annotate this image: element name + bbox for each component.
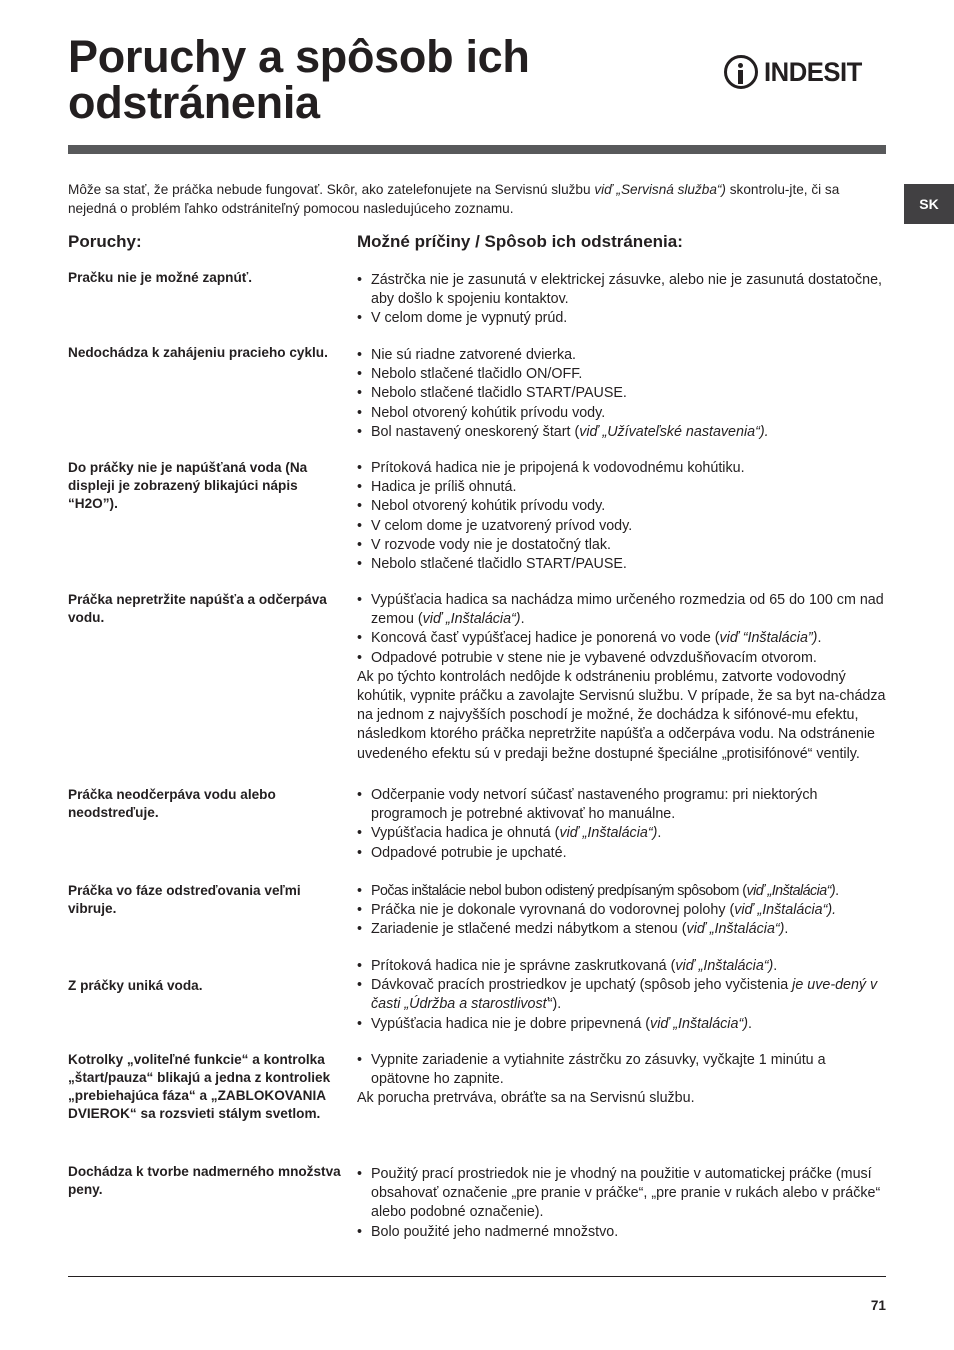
cause-reference: viď „Inštalácia“). [734,902,837,919]
problems-column-heading: Poruchy: [68,232,142,251]
cause-text: Hadica je príliš ohnutá. [371,479,517,496]
intro-paragraph [68,180,886,218]
cause-text: Nebolo stlačené tlačidlo START/PAUSE. [371,385,627,402]
cause-list [357,1051,887,1089]
solution-block [357,459,887,574]
cause-item [357,309,887,328]
cause-item [357,478,887,497]
brand-logo [724,52,867,92]
cause-item [357,920,887,939]
cause-text: Koncová časť vypúšťacej hadice je ponorená vo vode ( [371,630,720,647]
cause-text: Prítoková hadica nie je pripojená k vodovodnému kohútiku. [371,460,745,476]
problem-text: Pračku nie je možné zapnúť. [68,270,253,285]
cause-item [357,555,887,574]
cause-item [357,1051,887,1089]
cause-text: Odčerpanie vody netvorí súčasť nastaveného programu: pri niektorých programoch je potrebné aktivovať ho manuálne. [371,787,818,823]
cause-item [357,882,887,901]
cause-text: V celom dome je vypnutý prúd. [371,310,568,327]
cause-text: Nebol otvorený kohútik prívodu vody. [371,404,606,421]
solution-block [357,1051,887,1109]
cause-list [357,346,887,442]
cause-reference: viď „Užívateľské nastavenia“). [579,423,769,440]
cause-item [357,459,887,478]
cause-text: Nie sú riadne zatvorené dvierka. [371,347,577,363]
cause-item [357,629,887,648]
solution-block [357,591,887,764]
cause-item [357,346,887,365]
cause-text: Odpadové potrubie je upchaté. [371,844,567,861]
cause-item [357,271,887,309]
cause-text: Dávkovač pracích prostriedkov je upchatý (spôsob jeho vyčistenia [371,977,793,994]
cause-item [357,536,887,555]
cause-item [357,517,887,536]
cause-list [357,786,887,863]
solution-block [357,271,887,329]
cause-item [357,649,887,668]
cause-text: Použitý prací prostriedok nie je vhodný na použitie v automatickej práčke (musí obsahovať označenie „pre pranie v práčke“, „pre pranie v rukách alebo v práčke“ alebo podobné označenie). [371,1166,881,1221]
cause-item [357,976,887,1014]
cause-item [357,786,887,824]
cause-text-end: . [520,611,525,628]
cause-list [357,957,887,1034]
cause-reference: viď „Inštalácia“) [675,958,774,974]
cause-text: Nebolo stlačené tlačidlo ON/OFF. [371,366,583,383]
cause-text-end: . [657,825,662,842]
footer-divider [68,1276,886,1277]
cause-text: Vypúšťacia hadica je ohnutá ( [371,825,560,842]
page-title: Poruchy a spôsob ich odstránenia [68,31,530,128]
cause-text: V celom dome je uzatvorený prívod vody. [371,517,633,534]
cause-list [357,1165,887,1242]
cause-text: Bolo použité jeho nadmerné množstvo. [371,1223,619,1240]
cause-text-end: . [747,1015,752,1032]
cause-item [357,957,887,976]
cause-text: Bol nastavený oneskorený štart ( [371,423,580,440]
page-number: 71 [870,1298,886,1313]
language-tab: SK [904,184,954,224]
cause-list [357,591,887,668]
cause-text: Práčka nie je dokonale vyrovnaná do vodorovnej polohy ( [371,902,735,919]
cause-text: Prítoková hadica nie je správne zaskrutkovaná ( [371,958,676,974]
cause-text: Odpadové potrubie v stene nie je vybavené odvzdušňovacím otvorom. [371,649,817,666]
cause-item [357,1015,887,1034]
header-divider [68,145,886,154]
cause-item [357,365,887,384]
cause-text-end: . [784,921,789,938]
solution-block [357,957,887,1034]
cause-item [357,497,887,516]
problem-text: Do práčky nie je napúšťaná voda (Na displeji je zobrazený blikajúci nápis “H2O”). [68,460,308,511]
cause-text: V rozvode vody nie je dostatočný tlak. [371,536,612,553]
cause-reference: viď “Inštalácia”) [719,630,818,647]
cause-item [357,384,887,403]
cause-item [357,824,887,843]
cause-text-end: . [773,958,778,974]
cause-text: Počas inštalácie nebol bubon odistený predpísaným spôsobom ( [371,883,747,899]
cause-item [357,404,887,423]
cause-text: Vypúšťacia hadica sa nachádza mimo určeného rozmedzia od 65 do 100 cm nad zemou ( [371,592,884,628]
cause-text-end: . [835,883,839,899]
cause-text: Vypúšťacia hadica nie je dobre pripevnená ( [371,1015,651,1032]
cause-reference: viď „Inštalácia“) [650,1015,748,1032]
cause-reference: viď „Inštalácia“) [559,825,658,842]
problem-text: Nedochádza k zahájeniu pracieho cyklu. [68,345,328,360]
cause-text: Vypnite zariadenie a vytiahnite zástrčku zo zásuvky, vyčkajte 1 minútu a opätovne ho zapnite. [371,1052,826,1088]
cause-text: Nebolo stlačené tlačidlo START/PAUSE. [371,556,627,573]
info-i-icon [724,55,758,89]
intro-text-end: skontrolu-jte, či sa nejedná o problém ľahko odstrániteľný pomocou nasledujúceho zoznamu. [68,182,840,216]
cause-list [357,271,887,329]
cause-text-end: . [817,630,822,647]
problem-text: Práčka nepretržite napúšťa a odčerpáva vodu. [68,592,327,625]
problem-text: Dochádza k tvorbe nadmerného množstva peny. [68,1164,341,1197]
problem-text: Z práčky uniká voda. [68,978,203,993]
cause-text: Zariadenie je stlačené medzi nábytkom a stenou ( [371,921,687,938]
solution-note: Ak porucha pretrváva, obráťte sa na Servisnú službu. [357,1090,695,1107]
cause-text: Zástrčka nie je zasunutá v elektrickej zásuvke, alebo nie je zasunutá dostatočne, aby došlo k spojeniu kontaktov. [371,272,883,308]
cause-item [357,423,887,442]
solution-note: Ak po týchto kontrolách nedôjde k odstráneniu problému, zatvorte vodovodný kohútik, vypnite práčku a zavolajte Servisnú službu. V prípade, že sa byt na-chádza na jednom z najvyšších poschodí je možné, že dochádza k sifónové-mu efektu, následkom ktorého práčka nepretržite napúšťa a odčerpáva vodu. Na odstránenie uvedeného efektu sú v predaji bežne dostupné špeciálne „protisifónové“ ventily. [357,668,886,762]
solution-block [357,882,887,940]
cause-item [357,844,887,863]
cause-list [357,882,887,940]
cause-item [357,1223,887,1242]
cause-text: Nebol otvorený kohútik prívodu vody. [371,498,606,515]
problem-text: Práčka vo fáze odstreďovania veľmi vibruje. [68,883,301,916]
cause-reference: viď „Inštalácia“) [746,883,836,899]
intro-text: Môže sa stať, že práčka nebude fungovať. Skôr, ako zatelefonujete na Servisnú službu [68,182,595,197]
problem-text: Práčka neodčerpáva vodu alebo neodstreďuje. [68,787,276,820]
solution-block [357,786,887,863]
cause-reference: viď „Inštalácia“) [686,921,785,938]
cause-reference: viď „Inštalácia“) [422,611,521,628]
cause-list [357,459,887,574]
solutions-column-heading: Možné príčiny / Spôsob ich odstránenia: [357,232,683,251]
solution-block [357,1165,887,1242]
cause-item [357,1165,887,1223]
brand-wordmark: INDESIT [764,56,862,87]
problem-text: Kotrolky „voliteľné funkcie“ a kontrolka „štart/pauza“ blikajú a jedna z kontroliek „prebiehajúca fáza“ a „ZABLOKOVANIA DVIEROK“ sa rozsvieti stálym svetlom. [68,1052,331,1121]
intro-reference: viď „Servisná služba“) [594,182,726,197]
cause-item [357,901,887,920]
solution-block [357,346,887,442]
cause-reference: je uve-dený v časti „Údržba a starostlivosť [371,977,878,1013]
cause-text-end: “). [547,996,562,1013]
cause-item [357,591,887,629]
